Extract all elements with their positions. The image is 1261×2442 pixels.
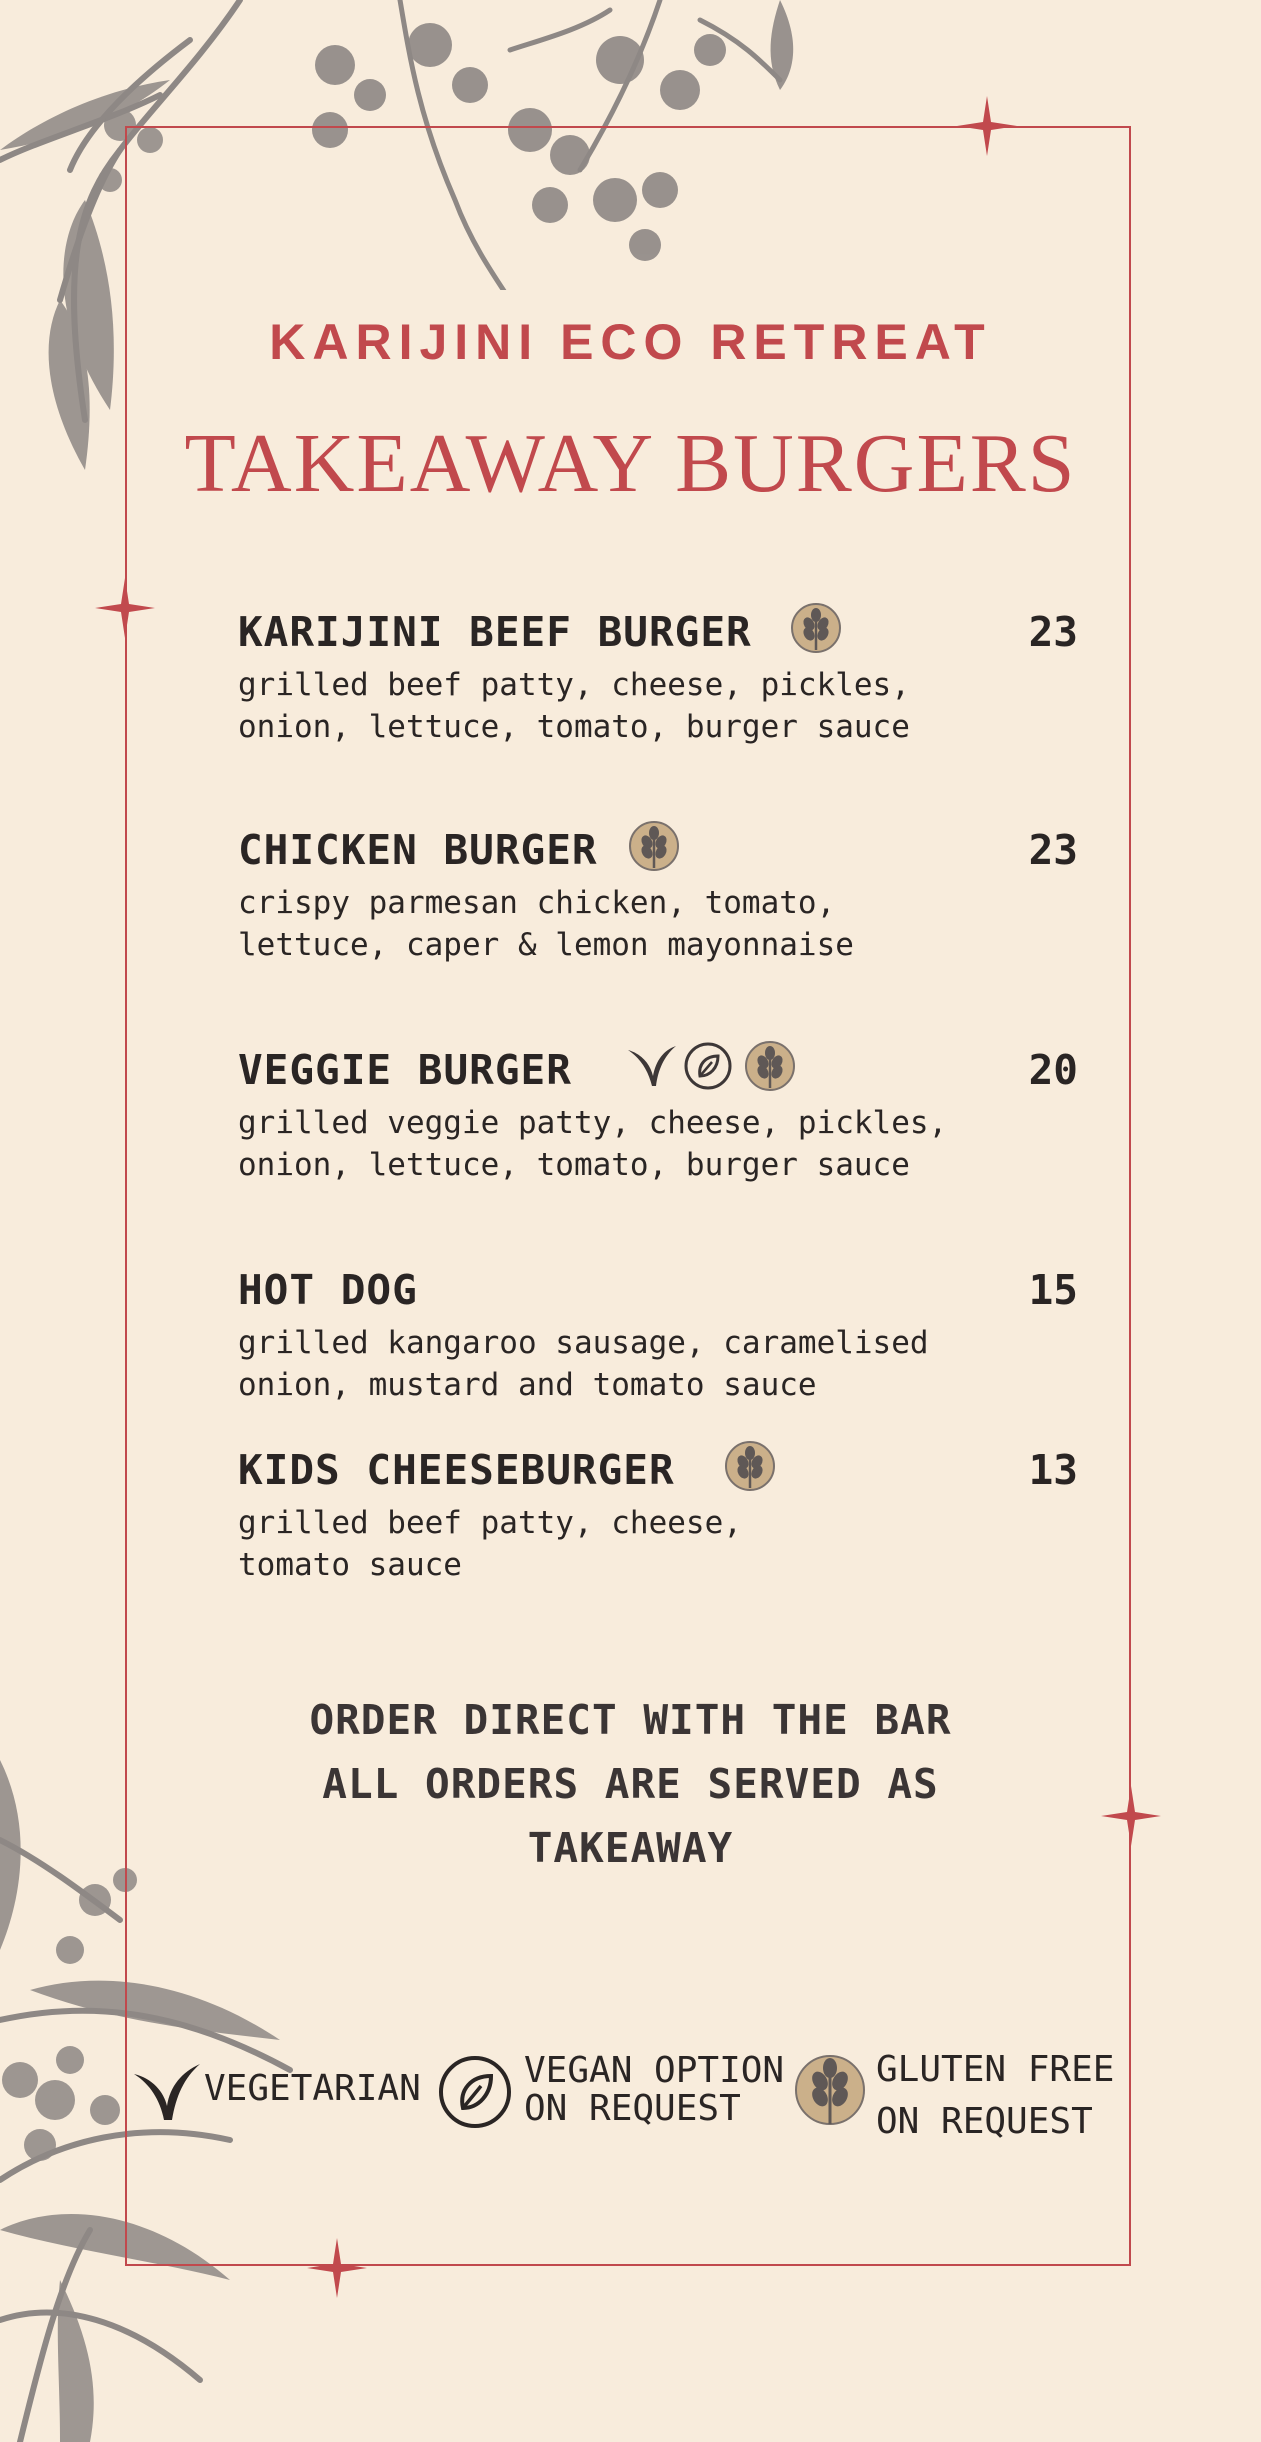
item-description: grilled beef patty, cheese, tomato sauce bbox=[238, 1505, 742, 1583]
sparkle-icon bbox=[307, 2238, 367, 2298]
item-name: KARIJINI BEEF BURGER bbox=[238, 608, 752, 656]
item-description: grilled kangaroo sausage, caramelised onion, mustard and tomato sauce bbox=[238, 1325, 929, 1403]
menu-item bbox=[238, 826, 1088, 966]
item-name: CHICKEN BURGER bbox=[238, 826, 598, 874]
notice-line: TAKEAWAY bbox=[527, 1824, 734, 1872]
legend-label-vegetarian: VEGETARIAN bbox=[204, 2068, 421, 2109]
item-description: grilled veggie patty, cheese, pickles, onion, lettuce, tomato, burger sauce bbox=[238, 1105, 948, 1183]
item-price: 20 bbox=[1028, 1046, 1078, 1094]
item-name: VEGGIE BURGER bbox=[238, 1046, 572, 1094]
item-price: 23 bbox=[1028, 608, 1078, 656]
dietary-legend bbox=[0, 2040, 1261, 2140]
vegan-icon bbox=[437, 2054, 513, 2130]
order-notice bbox=[0, 1688, 1261, 1880]
item-description: grilled beef patty, cheese, pickles, onion, lettuce, tomato, burger sauce bbox=[238, 667, 910, 745]
notice-line: ALL ORDERS ARE SERVED AS bbox=[322, 1760, 939, 1808]
item-price: 13 bbox=[1028, 1446, 1078, 1494]
item-price: 15 bbox=[1028, 1266, 1078, 1314]
vegetarian-icon bbox=[626, 1040, 678, 1092]
menu-item bbox=[238, 1446, 1088, 1586]
gluten-free-icon bbox=[628, 820, 680, 872]
notice-line: ORDER DIRECT WITH THE BAR bbox=[309, 1696, 952, 1744]
item-description: crispy parmesan chicken, tomato, lettuce, caper & lemon mayonnaise bbox=[238, 885, 854, 963]
vegan-icon bbox=[682, 1040, 734, 1092]
menu-item bbox=[238, 1046, 1088, 1186]
menu-item bbox=[238, 608, 1088, 748]
sparkle-icon bbox=[95, 578, 155, 638]
item-name: KIDS CHEESEBURGER bbox=[238, 1446, 675, 1494]
item-price: 23 bbox=[1028, 826, 1078, 874]
brand-name: KARIJINI ECO RETREAT bbox=[269, 314, 992, 370]
gluten-free-icon bbox=[790, 602, 842, 654]
vegetarian-icon bbox=[134, 2062, 200, 2122]
sparkle-icon bbox=[957, 96, 1017, 156]
legend-label-gluten-free: GLUTEN FREE ON REQUEST bbox=[876, 2049, 1115, 2142]
gluten-free-icon bbox=[744, 1040, 796, 1092]
menu-item bbox=[238, 1266, 1088, 1406]
gluten-free-icon bbox=[724, 1440, 776, 1492]
item-name: HOT DOG bbox=[238, 1266, 418, 1314]
legend-label-vegan: VEGAN OPTION ON REQUEST bbox=[524, 2050, 785, 2129]
gluten-free-icon bbox=[794, 2048, 866, 2128]
menu-title: TAKEAWAY BURGERS bbox=[184, 417, 1077, 510]
